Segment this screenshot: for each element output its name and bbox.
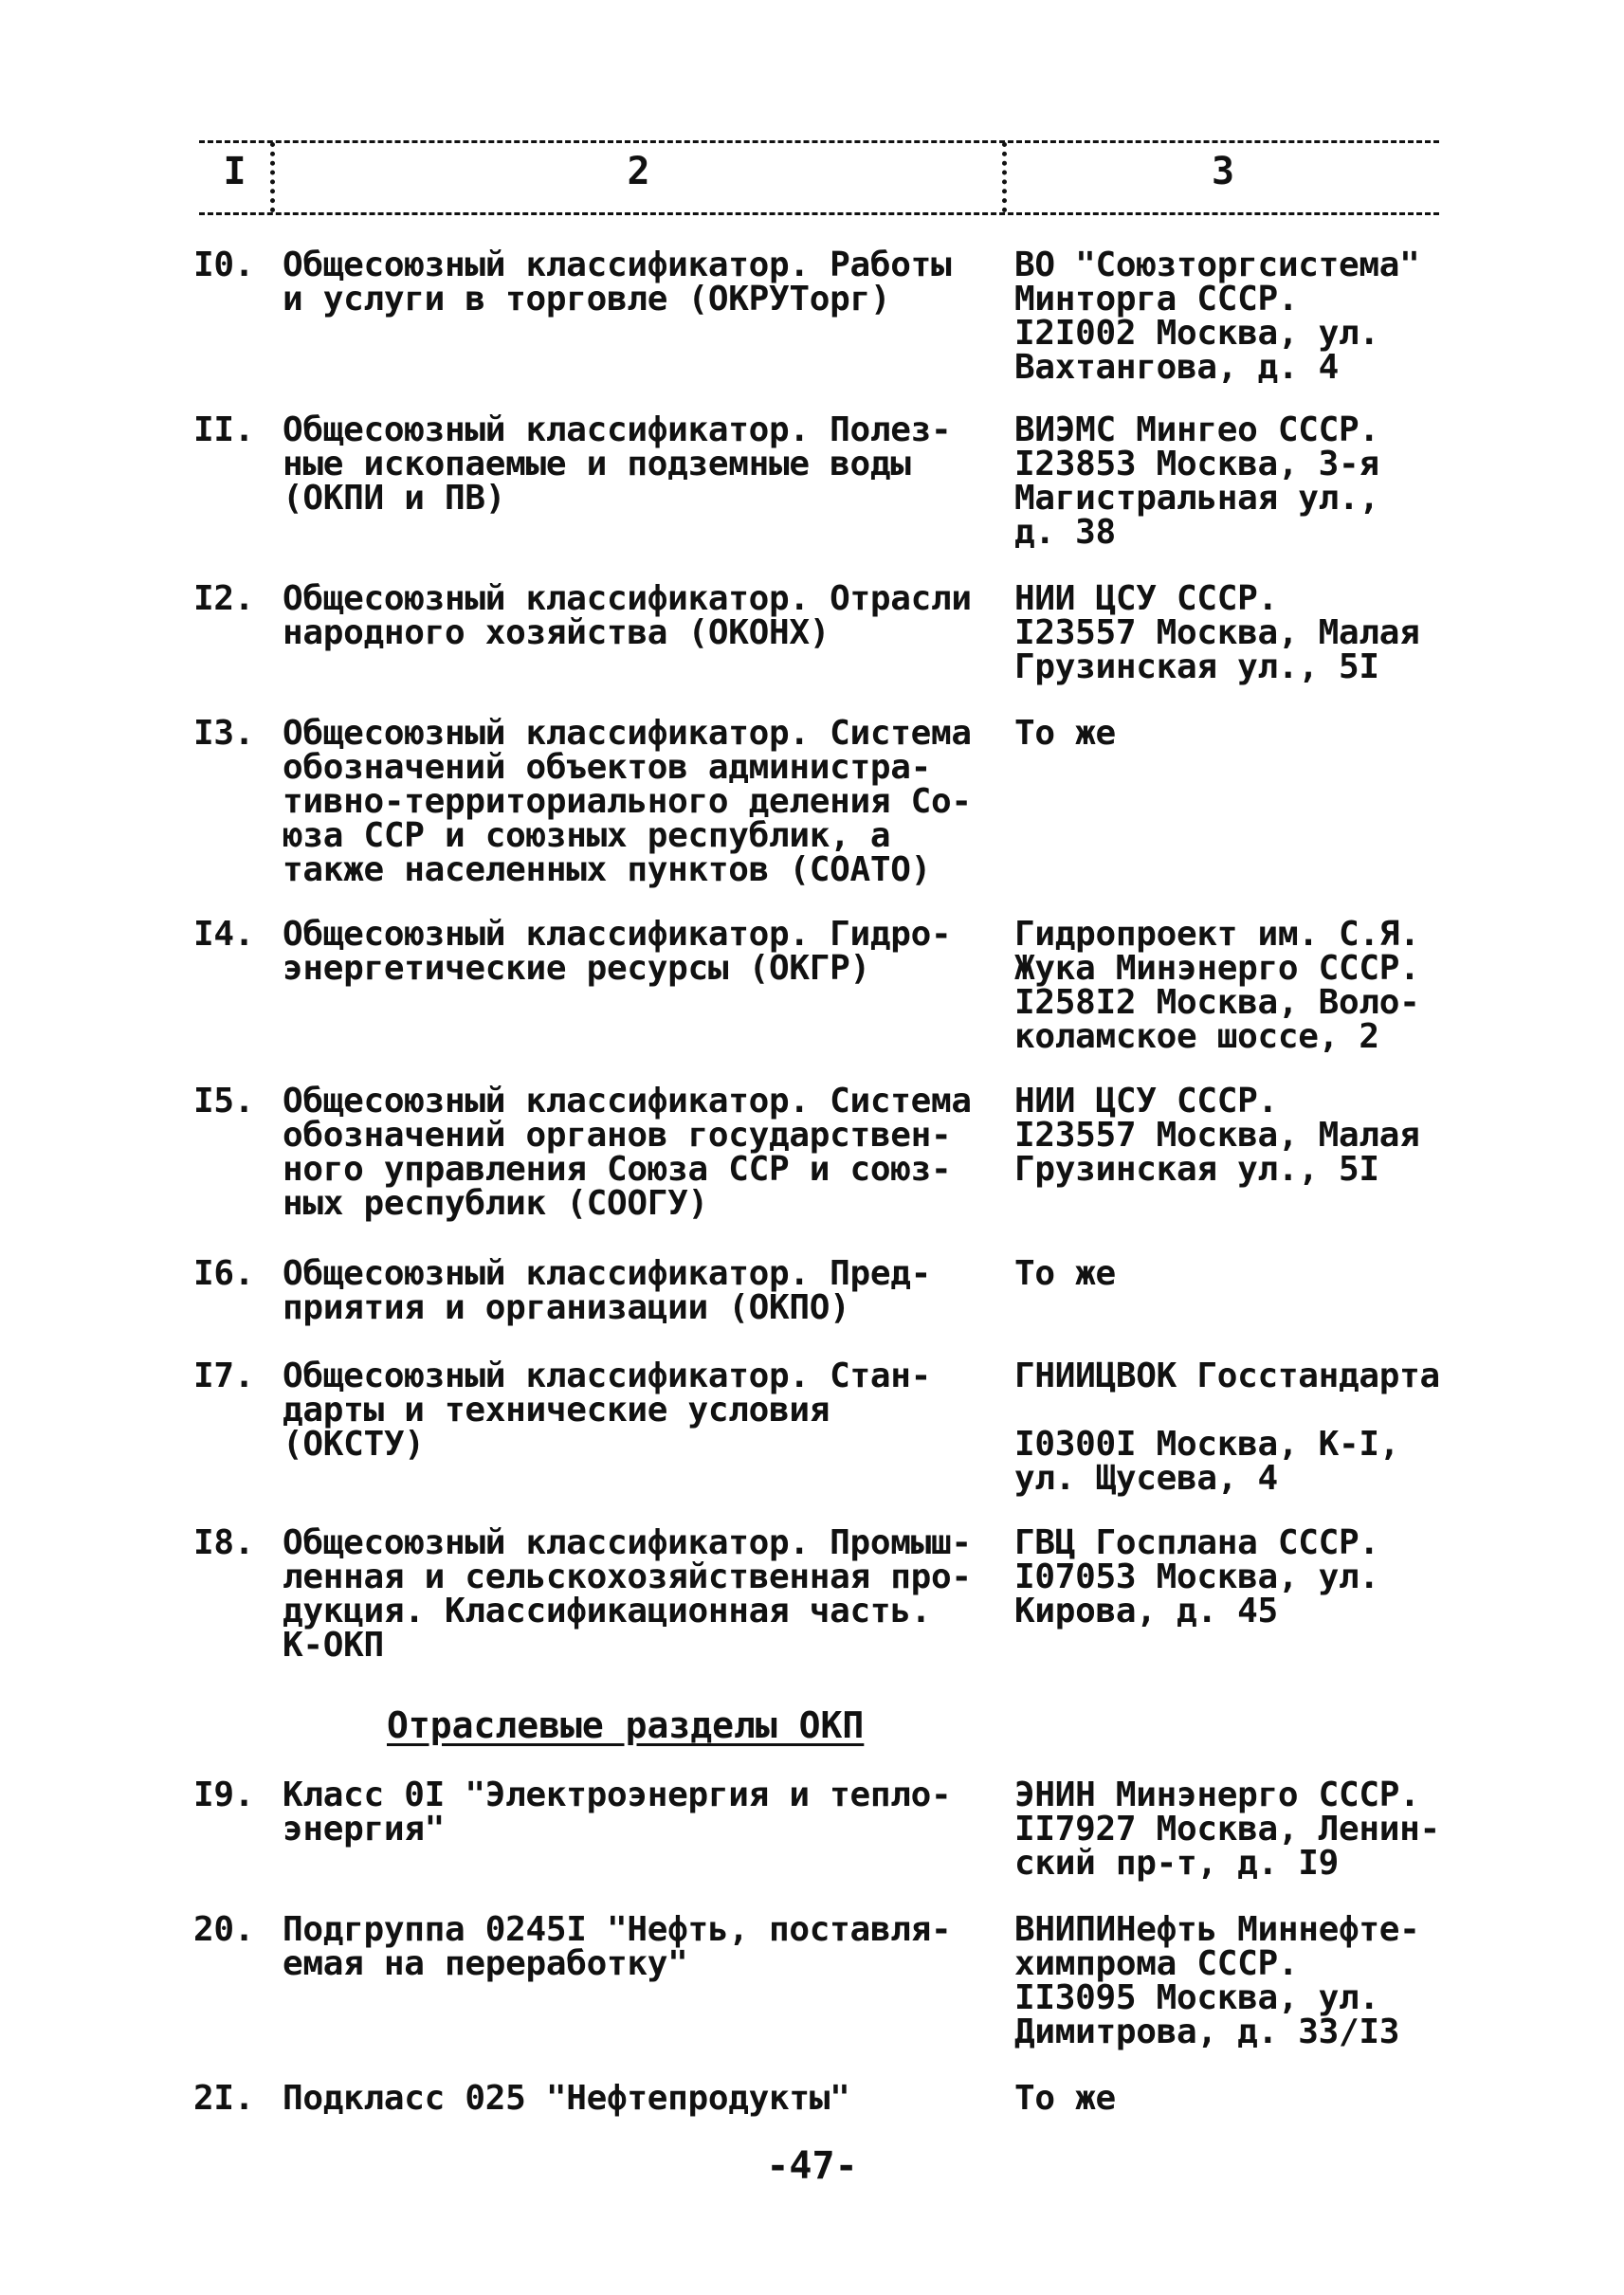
row-number: I8. (193, 1523, 255, 1562)
row-number: I0. (193, 246, 255, 284)
organization-address: ВО "Союзторгсистема" Минторга СССР. I2I002 Москва, ул. Вахтангова, д. 4 (1014, 246, 1420, 387)
classifier-title: Общесоюзный классификатор. Стан- дарты и технические условия (ОКСТУ) (283, 1357, 931, 1464)
organization-address: ГВЦ Госплана СССР. I07053 Москва, ул. Кирова, д. 45 (1014, 1523, 1379, 1630)
row-number: I9. (193, 1776, 255, 1814)
organization-address: То же (1014, 1254, 1116, 1293)
row-number: II. (193, 410, 255, 449)
table-header-top-rule (199, 140, 1439, 143)
organization-address: ЭНИН Минэнерго СССР. II7927 Москва, Ленин- ский пр-т, д. I9 (1014, 1776, 1440, 1883)
organization-address: НИИ ЦСУ СССР. I23557 Москва, Малая Грузинская ул., 5I (1014, 579, 1420, 686)
row-number: I2. (193, 579, 255, 618)
classifier-title: Общесоюзный классификатор. Гидро- энергетические ресурсы (ОКГР) (283, 915, 952, 988)
classifier-title: Общесоюзный классификатор. Отрасли народного хозяйства (ОКОНХ) (283, 579, 972, 652)
classifier-title: Класс 0I "Электроэнергия и тепло- энергия" (283, 1776, 952, 1849)
classifier-title: Общесоюзный классификатор. Пред- приятия и организации (ОКПО) (283, 1254, 931, 1327)
organization-address: То же (1014, 714, 1116, 753)
classifier-title: Общесоюзный классификатор. Система обозначений объектов администра- тивно-территориального деления Со- юза ССР и союзных республик, а также населенных пунктов (СОАТО) (283, 714, 972, 889)
row-number: I4. (193, 915, 255, 954)
page-number: -47- (766, 2144, 858, 2188)
organization-address: То же (1014, 2079, 1116, 2118)
row-number: I6. (193, 1254, 255, 1293)
row-number: I7. (193, 1357, 255, 1395)
table-header-col1: I (223, 150, 246, 193)
classifier-title: Общесоюзный классификатор. Система обозначений органов государствен- ного управления Союза ССР и союз- ных республик (СООГУ) (283, 1082, 972, 1223)
classifier-title: Подгруппа 0245I "Нефть, поставля- емая на переработку" (283, 1910, 952, 1983)
row-number: 20. (193, 1910, 255, 1949)
organization-address: НИИ ЦСУ СССР. I23557 Москва, Малая Грузинская ул., 5I (1014, 1082, 1420, 1189)
row-number: I5. (193, 1082, 255, 1120)
organization-address: ГНИИЦВОК Госстандарта I0300I Москва, К-I, ул. Щусева, 4 (1014, 1357, 1440, 1498)
section-title: Отраслевые разделы ОКП (387, 1704, 865, 1746)
organization-address: ВНИПИНефть Миннефте- химпрома СССР. II3095 Москва, ул. Димитрова, д. 33/I3 (1014, 1910, 1420, 2051)
row-number: I3. (193, 714, 255, 753)
table-header-col3: 3 (1211, 150, 1235, 193)
row-number: 2I. (193, 2079, 255, 2118)
table-header-col2: 2 (627, 150, 650, 193)
table-header-bottom-rule (199, 212, 1439, 215)
organization-address: Гидропроект им. С.Я. Жука Минэнерго СССР. I258I2 Москва, Воло- коламское шоссе, 2 (1014, 915, 1420, 1056)
classifier-title: Общесоюзный классификатор. Работы и услуги в торговле (ОКРУТорг) (283, 246, 952, 319)
classifier-title: Подкласс 025 "Нефтепродукты" (283, 2079, 850, 2118)
classifier-title: Общесоюзный классификатор. Промыш- ленная и сельскохозяйственная про- дукция. Классификационная часть. К-ОКП (283, 1523, 972, 1665)
classifier-title: Общесоюзный классификатор. Полез- ные ископаемые и подземные воды (ОКПИ и ПВ) (283, 410, 952, 518)
organization-address: ВИЭМС Мингео СССР. I23853 Москва, 3-я Магистральная ул., д. 38 (1014, 410, 1379, 552)
